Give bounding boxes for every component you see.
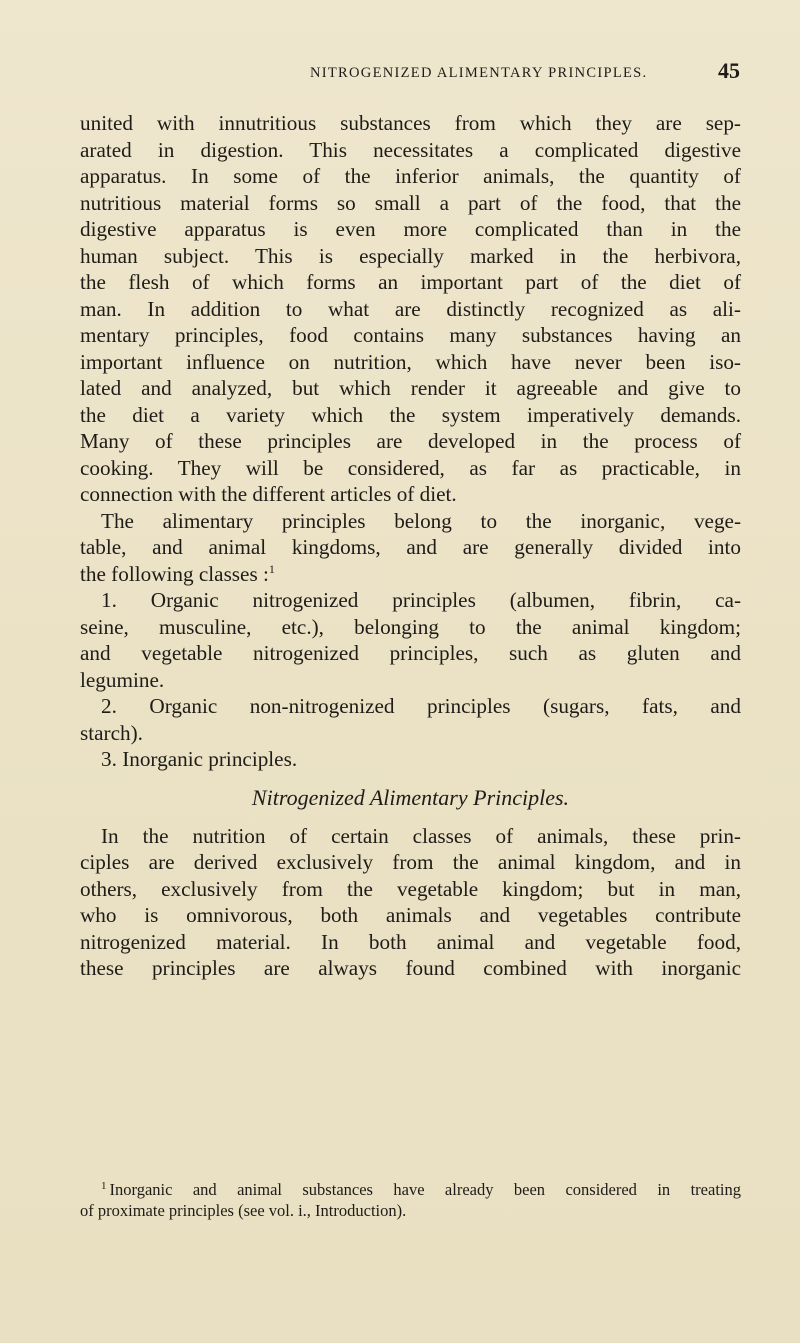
text-line: apparatus. In some of the inferior animals, the quantity of — [80, 164, 741, 188]
list-item-line: 1. Organic nitrogenized principles (albumen, fibrin, ca- — [101, 588, 741, 612]
text-line: the diet a variety which the system imperatively demands. — [80, 402, 741, 427]
text-line: The alimentary principles belong to the inorganic, vege- — [101, 508, 741, 533]
text-line — [80, 561, 741, 588]
running-title: NITROGENIZED ALIMENTARY PRINCIPLES. — [310, 65, 648, 81]
text-line: who is omnivorous, both animals and vegetables contribute — [80, 903, 741, 927]
list-item-line: seine, musculine, etc.), belonging to the animal kingdom; — [80, 614, 741, 639]
main-text — [80, 110, 741, 982]
section-heading: Nitrogenized Alimentary Principles. — [251, 784, 570, 810]
footnote-reference[interactable]: 1 — [268, 561, 275, 576]
text-line: digestive apparatus is even more complicated than in the — [80, 217, 741, 241]
text-line: mentary principles, food contains many substances having an — [80, 323, 741, 347]
footnote-mark: 1 — [101, 1179, 107, 1192]
text-line: table, and animal kingdoms, and are generally divided into — [80, 535, 741, 559]
text-line: man. In addition to what are distinctly recognized as ali- — [80, 296, 741, 321]
running-head — [80, 58, 740, 88]
footnote — [80, 1179, 741, 1221]
text-line: united with innutritious substances from which they are sep- — [80, 111, 741, 135]
text-line: cooking. They will be considered, as far as practicable, in — [80, 455, 741, 480]
text-line: important influence on nutrition, which have never been iso- — [80, 349, 741, 374]
text-line: arated in digestion. This necessitates a complicated digestive — [80, 137, 741, 162]
text-line: Many of these principles are developed in the process of — [80, 429, 741, 453]
list-item-line: legumine. — [80, 667, 165, 692]
text-line: human subject. This is especially marked in the herbivora, — [80, 243, 741, 268]
text-segment: the following classes : — [80, 561, 269, 586]
list-item-line: starch). — [80, 720, 143, 745]
text-line: ciples are derived exclusively from the animal kingdom, and in — [80, 850, 741, 874]
footnote-text: Inorganic and animal substances have already been considered in treating — [109, 1180, 741, 1199]
text-line: nutritious material forms so small a part of the food, that the — [80, 190, 741, 215]
footnote-line — [80, 1179, 741, 1200]
list-item-line: 2. Organic non-nitrogenized principles (sugars, fats, and — [101, 694, 741, 718]
text-line: nitrogenized material. In both animal and vegetable food, — [80, 929, 741, 954]
list-item-line: and vegetable nitrogenized principles, such as gluten and — [80, 641, 741, 665]
footnote-line: of proximate principles (see vol. i., Introduction). — [80, 1201, 407, 1220]
text-line: these principles are always found combined with inorganic — [80, 956, 741, 980]
text-line: In the nutrition of certain classes of animals, these prin- — [101, 823, 741, 848]
text-line: lated and analyzed, but which render it agreeable and give to — [80, 376, 741, 400]
page-number: 45 — [718, 58, 740, 83]
text-line: connection with the different articles of diet. — [80, 482, 457, 506]
text-line: the flesh of which forms an important part of the diet of — [80, 270, 741, 294]
text-line: others, exclusively from the vegetable kingdom; but in man, — [80, 876, 741, 901]
list-item-line: 3. Inorganic principles. — [101, 747, 298, 771]
